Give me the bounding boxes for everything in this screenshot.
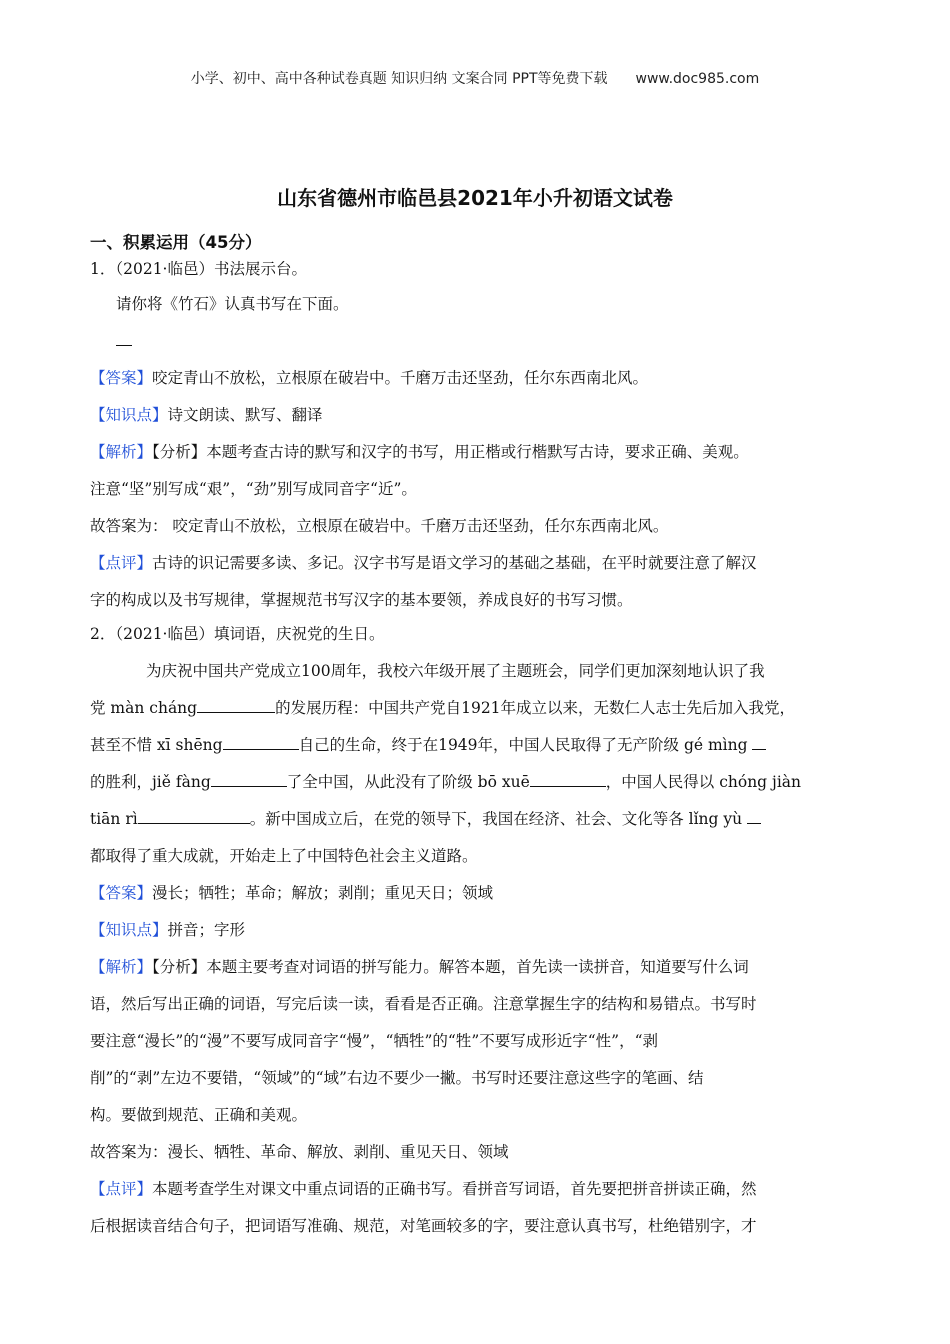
q1-review-l2: 字的构成以及书写规律，掌握规范书写汉字的基本要领，养成良好的书写习惯。 — [90, 591, 633, 609]
blank-1[interactable] — [197, 696, 275, 713]
q1-prompt: 请你将《竹石》认真书写在下面。 — [116, 295, 349, 313]
answer-line — [116, 335, 132, 346]
pinyin-xi-sheng: 甚至不惜 xī shēng — [90, 736, 223, 754]
q2-knowledge-text: 拼音；字形 — [167, 921, 246, 939]
pinyin-jie-fang: 的胜利，jiě fàng — [90, 773, 211, 791]
q2-knowledge — [90, 912, 860, 949]
q2-final: 故答案为：漫长、牺牲、革命、解放、剥削、重见天日、领域 — [90, 1143, 509, 1161]
q2-p3 — [90, 727, 860, 764]
q1-answer-space — [90, 323, 860, 360]
q1-analysis-l2: 注意“坚”别写成“艰”，“劲”别写成同音字“近”。 — [90, 480, 417, 498]
q1-answer-text: 咬定青山不放松，立根原在破岩中。千磨万击还坚劲，任尔东西南北风。 — [152, 369, 649, 387]
q2-a4: 削”的“剥”左边不要错，“领域”的“域”右边不要少一撇。书写时还要注意这些字的笔画、结 — [90, 1069, 704, 1087]
q1-analysis-l1: 【分析】本题考查古诗的默写和汉字的书写，用正楷或行楷默写古诗，要求正确、美观。 — [152, 443, 749, 461]
header-text: 小学、初中、高中各种试卷真题 知识归纳 文案合同 PPT等免费下载 — [190, 71, 608, 87]
q2-p2-text: 的发展历程：中国共产党自1921年成立以来，无数仁人志士先后加入我党， — [275, 699, 796, 717]
page-header — [0, 68, 950, 88]
q1-knowledge — [90, 397, 860, 434]
q1-answer — [90, 360, 860, 397]
q2-r2: 后根据读音结合句子，把词语写准确、规范，对笔画较多的字，要注意认真书写，杜绝错别字，才 — [90, 1217, 757, 1235]
review-tag: 【点评】 — [90, 554, 153, 572]
analysis-tag: 【解析】 — [90, 443, 153, 461]
blank-6[interactable] — [138, 807, 250, 824]
header-site[interactable]: www.doc985.com — [635, 71, 760, 87]
q2-a5: 构。要做到规范、正确和美观。 — [90, 1106, 308, 1124]
q1-review — [90, 545, 860, 582]
blank-4[interactable] — [211, 770, 287, 787]
q2-a3: 要注意“漫长”的“漫”不要写成同音字“慢”，“牺牲”的“牲”不要写成形近字“性”，“剥 — [90, 1032, 659, 1050]
q2-p4 — [90, 764, 860, 801]
q1-knowledge-text: 诗文朗读、默写、翻译 — [167, 406, 323, 424]
q1-heading: 1．（2021·临邑）书法展示台。 — [90, 260, 307, 278]
document-body — [90, 230, 860, 1245]
q2-review — [90, 1171, 860, 1208]
q2-p4-text: 了全中国，从此没有了阶级 bō xuē — [286, 773, 530, 791]
q2-analysis — [90, 949, 860, 986]
analysis-tag: 【解析】 — [90, 958, 153, 976]
q1-review-l1: 古诗的识记需要多读、多记。汉字书写是语文学习的基础之基础，在平时就要注意了解汉 — [152, 554, 757, 572]
q2-answer — [90, 875, 860, 912]
q2-p5-text: 。新中国成立后，在党的领导下，我国在经济、社会、文化等各 lǐng yù — [249, 810, 743, 828]
answer-tag: 【答案】 — [90, 369, 153, 387]
document-title: 山东省德州市临邑县2021年小升初语文试卷 — [277, 186, 673, 210]
pinyin-chong-jian: ，中国人民得以 chóng jiàn — [605, 773, 802, 791]
q2-p2 — [90, 690, 860, 727]
blank-3[interactable] — [752, 733, 766, 750]
pinyin-man-chang: 党 màn cháng — [90, 699, 198, 717]
section-heading: 一、积累运用（45分） — [90, 233, 262, 252]
knowledge-tag: 【知识点】 — [90, 921, 168, 939]
q2-p3-text: 自己的生命，终于在1949年，中国人民取得了无产阶级 gé mìng — [298, 736, 748, 754]
blank-5[interactable] — [530, 770, 606, 787]
q1-final: 故答案为： 咬定青山不放松，立根原在破岩中。千磨万击还坚劲，任尔东西南北风。 — [90, 517, 669, 535]
blank-7[interactable] — [747, 807, 761, 824]
answer-tag: 【答案】 — [90, 884, 153, 902]
q2-r1: 本题考查学生对课文中重点词语的正确书写。看拼音写词语，首先要把拼音拼读正确，然 — [152, 1180, 757, 1198]
q1-analysis — [90, 434, 860, 471]
q2-a1: 【分析】本题主要考查对词语的拼写能力。解答本题，首先读一读拼音，知道要写什么词 — [152, 958, 749, 976]
review-tag: 【点评】 — [90, 1180, 153, 1198]
q2-p5 — [90, 801, 860, 838]
q2-p1: 为庆祝中国共产党成立100周年，我校六年级开展了主题班会，同学们更加深刻地认识了我 — [146, 662, 765, 680]
q2-answer-text: 漫长；牺牲；革命；解放；剥削；重见天日；领域 — [152, 884, 494, 902]
q2-p6: 都取得了重大成就，开始走上了中国特色社会主义道路。 — [90, 847, 478, 865]
blank-2[interactable] — [223, 733, 299, 750]
q2-heading: 2．（2021·临邑）填词语，庆祝党的生日。 — [90, 625, 385, 643]
pinyin-tian-ri: tiān rì — [90, 810, 138, 828]
q2-a2: 语，然后写出正确的词语，写完后读一读，看看是否正确。注意掌握生字的结构和易错点。书写时 — [90, 995, 757, 1013]
knowledge-tag: 【知识点】 — [90, 406, 168, 424]
